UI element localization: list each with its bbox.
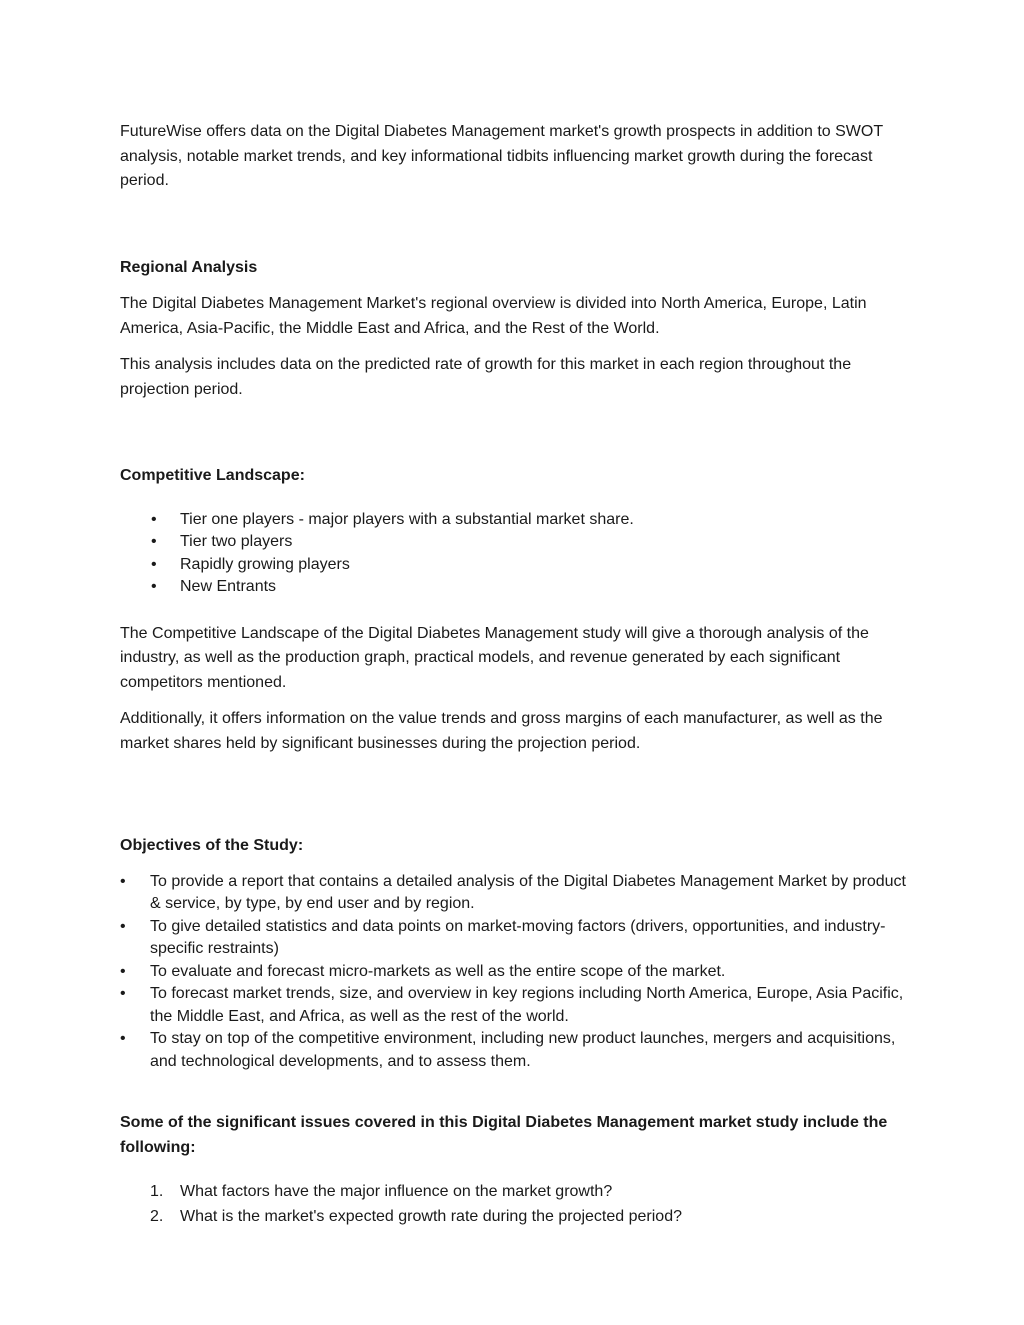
competitive-tier-list [120,509,910,599]
list-item: • To forecast market trends, size, and overview in key regions including North America, Europe, Asia Pacific, the Middle East, and Africa, as well as the rest of the world. [150,983,910,1028]
question-number: 2. [150,1207,164,1225]
list-item: • Tier one players - major players with a substantial market share. [180,509,910,532]
question-number: 1. [150,1183,164,1200]
list-item: • Tier two players [180,531,910,554]
regional-analysis-heading: Regional Analysis [120,258,258,276]
list-item [150,1205,910,1230]
competitive-paragraph-2: Additionally, it offers information on the value trends and gross margins of each manufacturer, as well as the market shares held by significant businesses during the projection period. [120,710,883,752]
list-item: • To provide a report that contains a detailed analysis of the Digital Diabetes Management Market by product & service, by type, by end user and by region. [150,871,910,916]
regional-paragraph-2: This analysis includes data on the predicted rate of growth for this market in each region throughout the projection period. [120,356,852,398]
list-item: • To stay on top of the competitive environment, including new product launches, mergers and acquisitions, and technological developments, and to assess them. [150,1028,910,1073]
list-item [150,1180,910,1205]
issues-heading: Some of the significant issues covered in this Digital Diabetes Management market study include the following: [120,1114,888,1156]
regional-paragraph-1: The Digital Diabetes Management Market's regional overview is divided into North America, Europe, Latin America, Asia-Pacific, the Middle East and Africa, and the Rest of the World. [120,295,867,337]
question-text: What is the market's expected growth rate during the projected period? [180,1207,682,1225]
competitive-landscape-heading: Competitive Landscape: [120,467,305,484]
issues-question-list [120,1180,910,1229]
competitive-paragraph-1: The Competitive Landscape of the Digital Diabetes Management study will give a thorough analysis of the industry, as well as the production graph, practical models, and revenue generated by each significant competitors mentioned. [120,624,869,691]
document-page [120,120,910,1229]
list-item: • Rapidly growing players [180,554,910,577]
objectives-list [120,871,910,1074]
list-item: • To give detailed statistics and data points on market-moving factors (drivers, opportunities, and industry-specific restraints) [150,916,910,961]
question-text: What factors have the major influence on the market growth? [180,1183,613,1200]
list-item: • To evaluate and forecast micro-markets as well as the entire scope of the market. [150,961,910,984]
list-item: • New Entrants [180,576,910,599]
objectives-heading: Objectives of the Study: [120,837,304,854]
intro-paragraph: FutureWise offers data on the Digital Diabetes Management market's growth prospects in addition to SWOT analysis, notable market trends, and key informational tidbits influencing market growth during the forecast period. [120,123,883,189]
